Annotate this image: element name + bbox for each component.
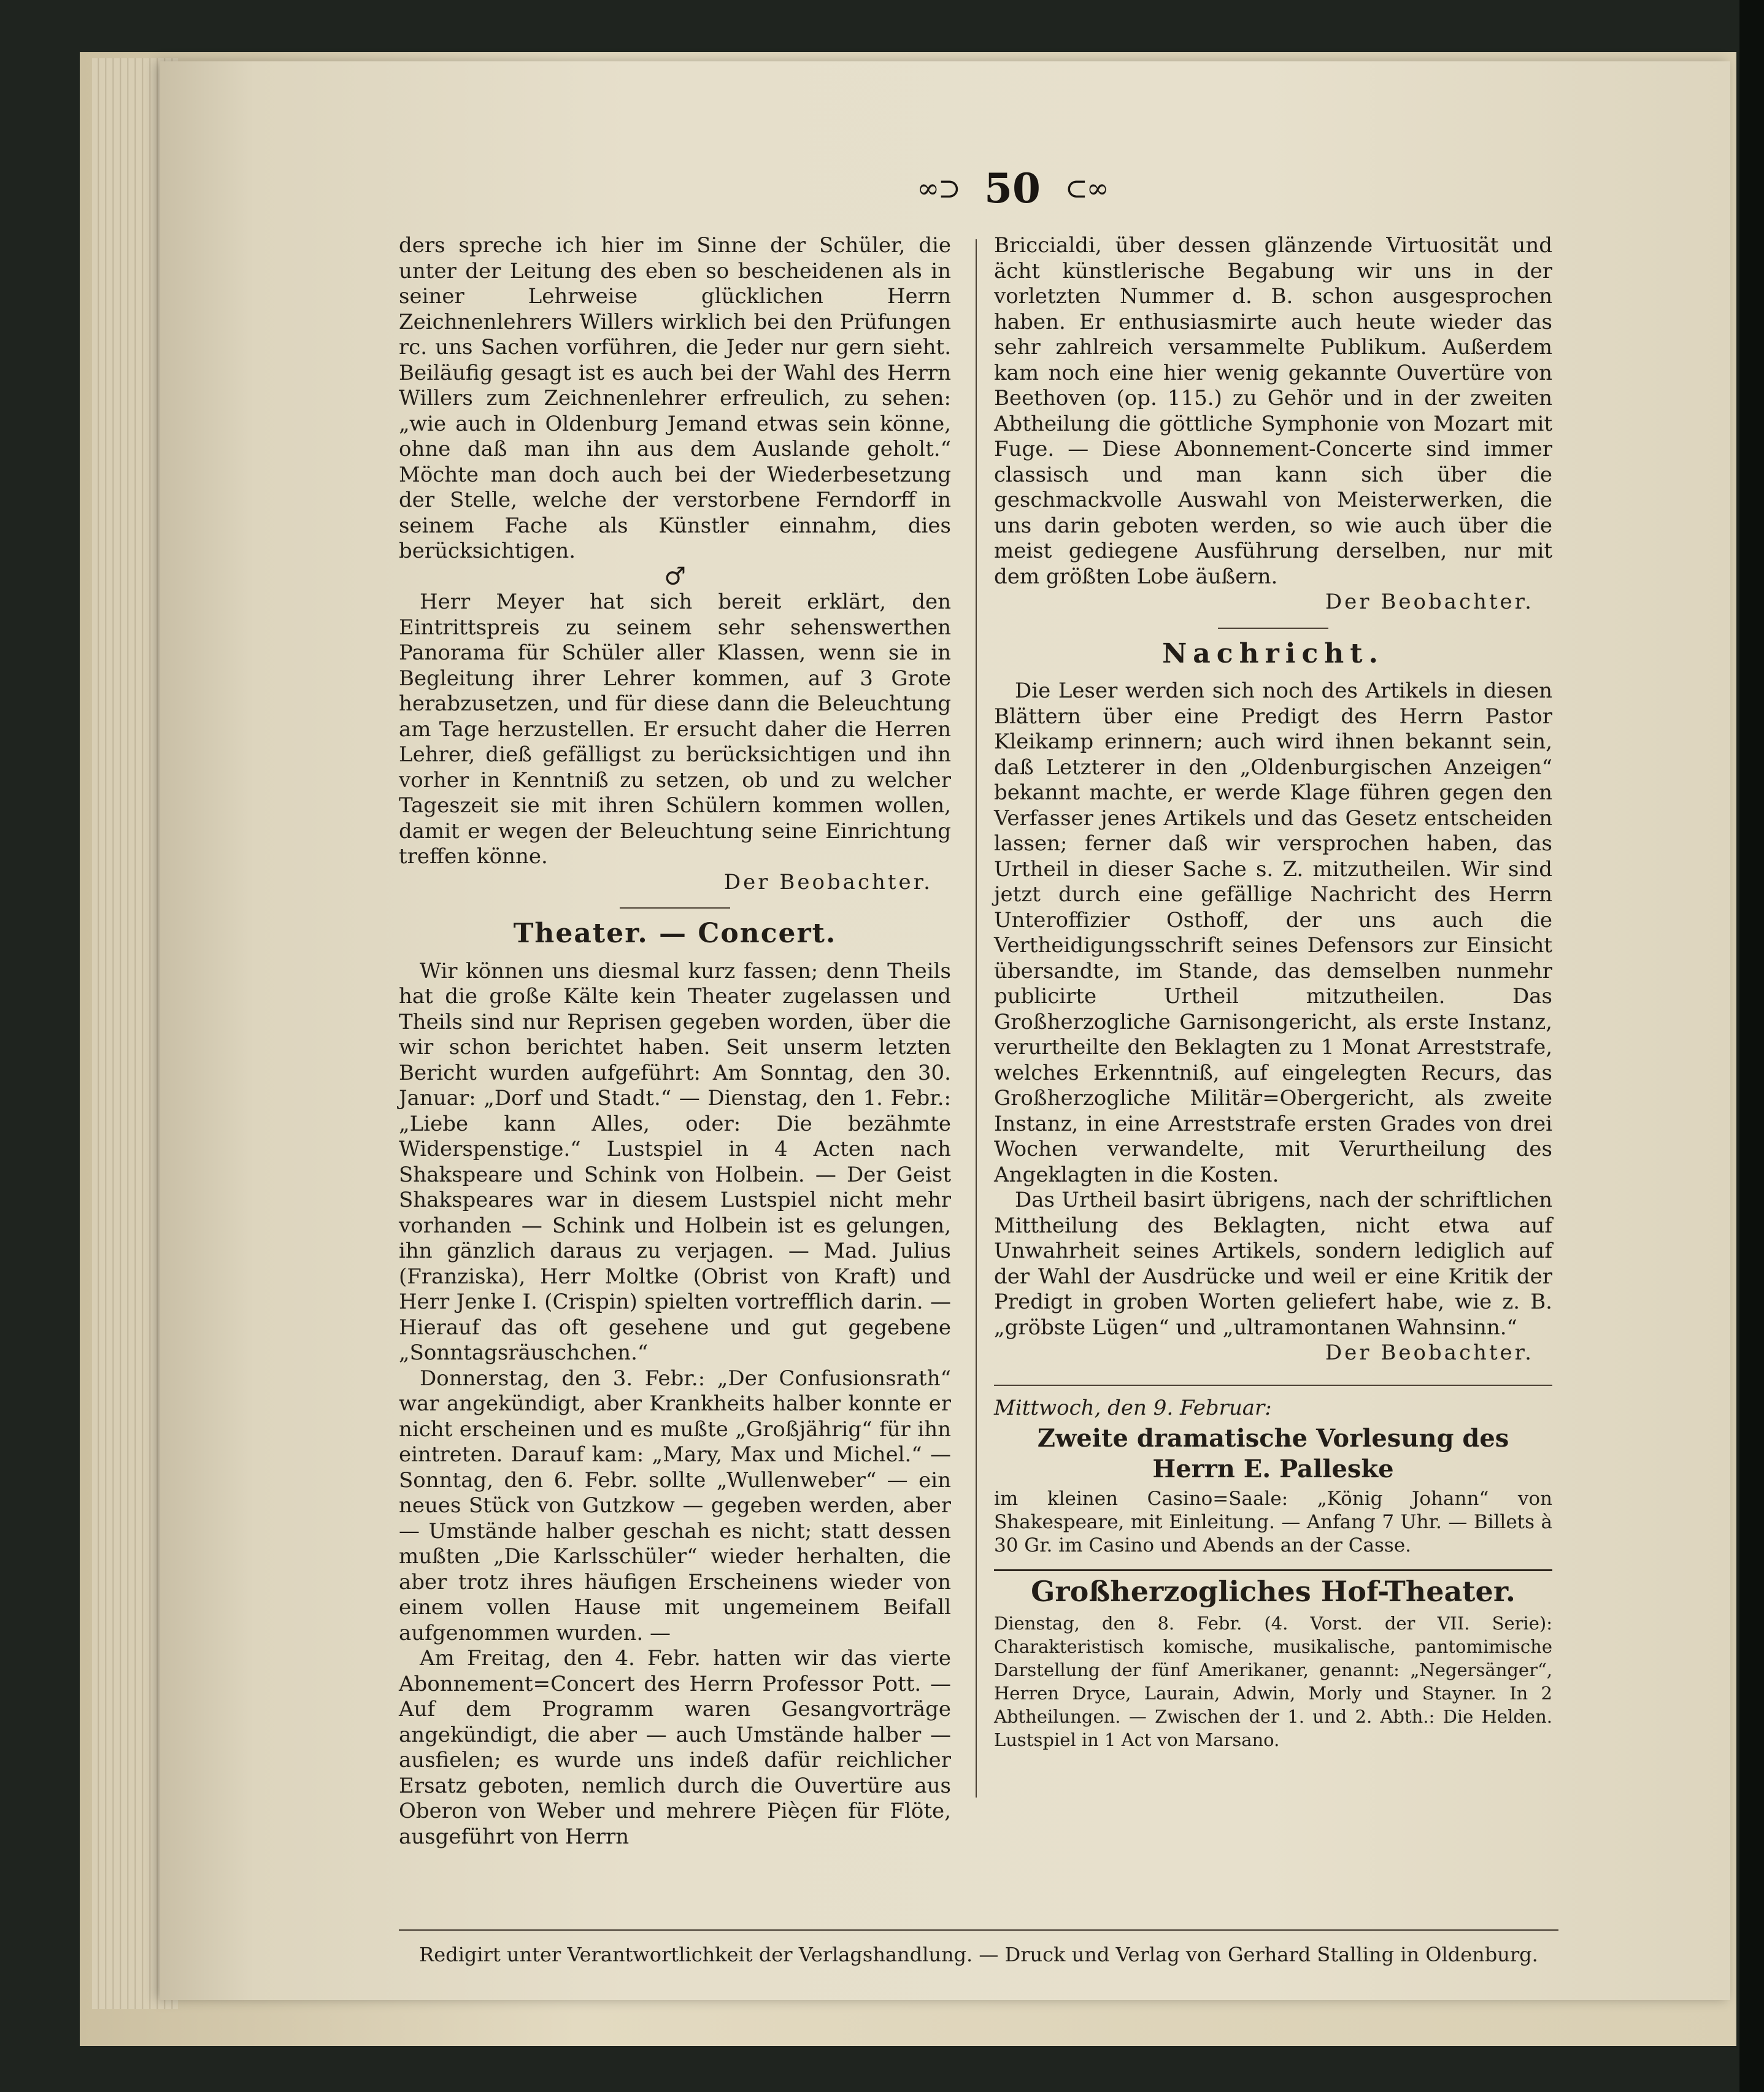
paragraph: Das Urtheil basirt übrigens, nach der schriftlichen Mittheilung des Beklagten, nicht etwa auf Unwahrheit seines Artikels, sondern lediglich auf der Wahl der Ausdrücke und weil er eine Kritik der Predigt in groben Worten geliefert habe, wie z. B. „gröbste Lügen“ und „ultramontanen Wahnsinn.“ <box>994 1188 1552 1340</box>
paragraph: Herr Meyer hat sich bereit erklärt, den Eintrittspreis zu seinem sehr sehenswerthen Panorama für Schüler aller Klassen, wenn sie in Begleitung ihrer Lehrer kommen, auf 3 Grote herabzusetzen, und für diese dann die Beleuchtung am Tage herzustellen. Er ersucht daher die Herren Lehrer, dieß gefälligst zu berücksichtigen und ihn vorher in Kenntniß zu setzen, ob und zu welcher Tageszeit sie mit ihren Schülern kommen wollen, damit er wegen der Beleuchtung seine Einrichtung treffen könne. <box>399 590 951 869</box>
left-column <box>399 233 951 1850</box>
divider <box>620 907 730 909</box>
theatre-title: Großherzogliches Hof-Theater. <box>1031 1575 1516 1608</box>
section-heading: Theater. — Concert. <box>513 918 837 949</box>
paragraph: Am Freitag, den 4. Febr. hatten wir das vierte Abonnement=Concert des Herrn Professor Pott. — Auf dem Programm waren Gesangvorträge angekündigt, die aber — auch Umstände halber — ausfielen; es wurde uns indeß dafür reichlicher Ersatz geboten, nemlich durch die Ouvertüre aus Oberon von Weber und mehrere Pièçen für Flöte, ausgeführt von Herrn <box>399 1646 951 1849</box>
divider <box>994 1385 1552 1386</box>
signature: Der Beobachter. <box>723 869 933 894</box>
page-number: 50 <box>984 164 1041 212</box>
signature: Der Beobachter. <box>1325 590 1534 614</box>
announcement-date: Mittwoch, den 9. Februar: <box>994 1395 1272 1420</box>
page-footer: Redigirt unter Verantwortlichkeit der Verlagshandlung. — Druck und Verlag von Gerhard Stalling in Oldenburg. <box>399 1929 1558 1966</box>
section-heading: Nachricht. <box>1162 637 1384 669</box>
theatre-text: Dienstag, den 8. Febr. (4. Vorst. der VII. Serie): Charakteristisch komische, musikalische, pantomimische Darstellung der fünf Amerikaner, genannt: „Negersänger“, Herren Dryce, Laurain, Adwin, Morly und Stayner. In 2 Abtheilungen. — Zwischen der 1. und 2. Abth.: Die Helden. Lustspiel in 1 Act von Marsano. <box>994 1613 1552 1750</box>
paragraph: Donnerstag, den 3. Febr.: „Der Confusionsrath“ war angekündigt, aber Krankheits halber konnte er nicht erscheinen und es mußte „Großjährig“ für ihn eintreten. Darauf kam: „Mary, Max und Michel.“ — Sonntag, den 6. Febr. sollte „Wullenweber“ — ein neues Stück von Gutzkow — gegeben werden, aber — Umstände halber geschah es nicht; statt dessen mußten „Die Karlsschüler“ wieder herhalten, die aber trotz ihres häufigen Erscheinens wieder von einem vollen Hause mit ungemeinem Beifall aufgenommen wurden. — <box>399 1366 951 1645</box>
signature: ♂ <box>664 562 686 591</box>
paragraph: Briccialdi, über dessen glänzende Virtuosität und ächt künstlerische Begabung wir uns in der vorletzten Nummer d. B. schon ausgesprochen haben. Er enthusiasmirte auch heute wieder das sehr zahlreich versammelte Publikum. Außerdem kam noch eine hier wenig gekannte Ouvertüre von Beethoven (op. 115.) zu Gehör und in der zweiten Abtheilung die göttliche Symphonie von Mozart mit Fuge. — Diese Abonnement-Concerte sind immer classisch und man kann sich über die geschmackvolle Auswahl von Meisterwerken, die uns darin geboten werden, so wie auch über die meist gediegene Ausführung derselben, nur mit dem größten Lobe äußern. <box>994 233 1552 589</box>
announcement-title: Zweite dramatische Vorlesung des Herrn E. Palleske <box>1037 1424 1509 1483</box>
page-header <box>884 161 1141 216</box>
column-divider <box>976 239 977 1798</box>
signature: Der Beobachter. <box>1325 1340 1534 1365</box>
paragraph: ders spreche ich hier im Sinne der Schüler, die unter der Leitung des eben so bescheidenen als in seiner Lehrweise glücklichen Herrn Zeichnenlehrers Willers wirklich bei den Prüfungen rc. uns Sachen vorführen, die Jeder nur gern sieht. Beiläufig gesagt ist es auch bei der Wahl des Herrn Willers zum Zeichnenlehrer erfreulich, zu sehen: „wie auch in Oldenburg Jemand etwas sein könne, ohne daß man ihn aus dem Auslande geholt.“ Möchte man doch auch bei der Wiederbesetzung der Stelle, welche der verstorbene Ferndorff in seinem Fache als Künstler einnahm, dies berücksichtigen. <box>399 233 951 563</box>
right-column <box>994 233 1552 1752</box>
theatre-notice <box>994 1569 1552 1752</box>
ornament-left-icon: ∞⊃ <box>917 172 960 204</box>
divider <box>1218 628 1328 629</box>
ornament-right-icon: ⊂∞ <box>1065 172 1108 204</box>
paragraph: Die Leser werden sich noch des Artikels in diesen Blättern über eine Predigt des Herrn Pastor Kleikamp erinnern; auch wird ihnen bekannt sein, daß Letzterer in den „Oldenburgischen Anzeigen“ bekannt machte, er werde Klage führen gegen den Verfasser jenes Artikels und das Gesetz entscheiden lassen; ferner daß wir versprochen haben, das Urtheil in dieser Sache s. Z. mitzutheilen. Wir sind jetzt durch eine gefällige Nachricht des Herrn Unteroffizier Osthoff, der uns auch die Vertheidigungsschrift seines Defensors zur Einsicht übersandte, im Stande, das demselben nunmehr publicirte Urtheil mitzutheilen. Das Großherzogliche Garnisongericht, als erste Instanz, verurtheilte den Beklagten zu 1 Monat Arreststrafe, welches Erkenntniß, auf eingelegten Recurs, das Großherzogliche Militär=Obergericht, als zweite Instanz, in eine Arreststrafe ersten Grades von drei Wochen verwandelte, mit Verurtheilung des Angeklagten in die Kosten. <box>994 679 1552 1187</box>
announcement-text: im kleinen Casino=Saale: „König Johann“ von Shakespeare, mit Einleitung. — Anfang 7 Uhr. — Billets à 30 Gr. im Casino und Abends an der Casse. <box>994 1488 1552 1556</box>
paragraph: Wir können uns diesmal kurz fassen; denn Theils hat die große Kälte kein Theater zugelassen und Theils sind nur Reprisen gegeben worden, über die wir schon berichtet haben. Seit unserm letzten Bericht wurden aufgeführt: Am Sonntag, den 30. Januar: „Dorf und Stadt.“ — Dienstag, den 1. Febr.: „Liebe kann Alles, oder: Die bezähmte Widerspenstige.“ Lustspiel in 4 Acten nach Shakspeare und Schink von Holbein. — Der Geist Shakspeares war in diesem Lustspiel nicht mehr vorhanden — Schink und Holbein ist es gelungen, ihn gänzlich daraus zu verjagen. — Mad. Julius (Franziska), Herr Moltke (Obrist von Kraft) und Herr Jenke I. (Crispin) spielten vortrefflich darin. — Hierauf das oft gesehene und gut gegebene „Sonntagsräuschchen.“ <box>399 958 951 1365</box>
background-right <box>1739 0 1764 2092</box>
